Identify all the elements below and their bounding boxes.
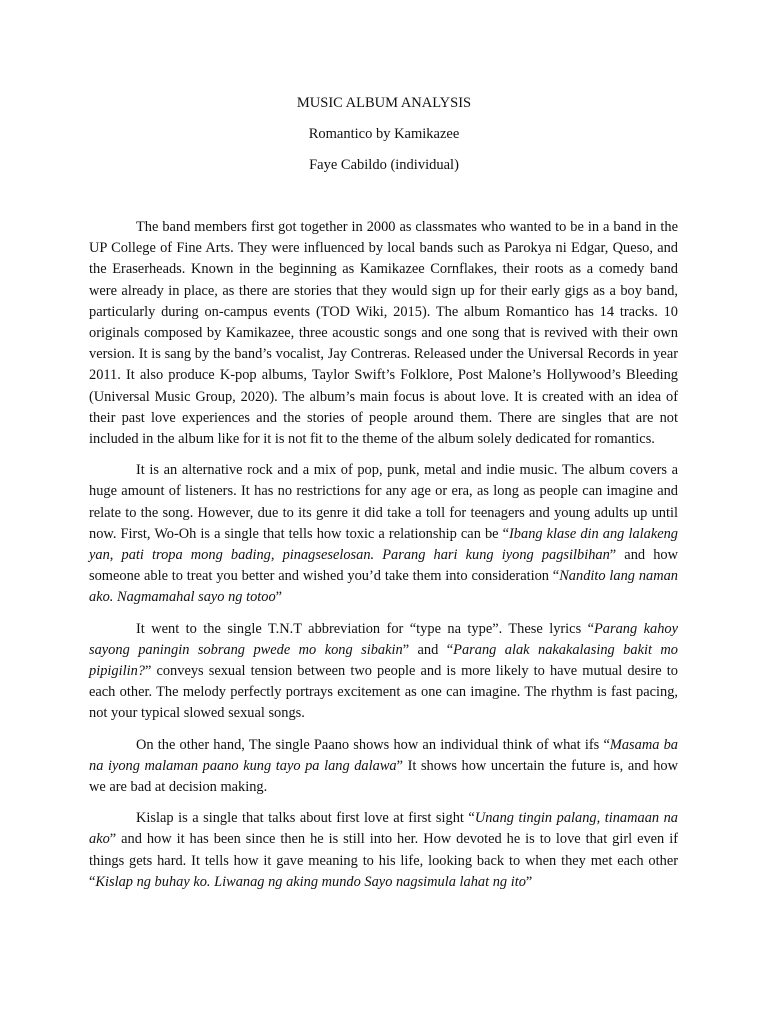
paragraph-text: ” and “ <box>402 641 454 658</box>
paragraph-text: It went to the single T.N.T abbreviation for “type na type”. These lyrics “ <box>136 620 595 637</box>
paragraph-text: ” It shows how uncertain the future is, and how we are bad at decision making. <box>89 757 678 796</box>
paragraph-text: It is an alternative rock and a mix of pop, punk, metal and indie music. The album covers a huge amount of listeners. It has no restrictions for any age or era, as long as people can imagine and relate to the song. However, due to its genre it did take a toll for teenagers and young adults up until now. First, Wo-Oh is a single that tells how toxic a relationship can be “ <box>89 462 678 542</box>
lyric-quote: Ibang klase din ang lalakeng yan, pati tropa mong bading, pinagseselosan. Parang hari kung iyong pagsilbihan <box>89 525 678 564</box>
paragraph-band-history <box>89 217 678 450</box>
document-title: MUSIC ALBUM ANALYSIS <box>296 95 472 111</box>
paragraph-text: ” and how someone able to treat you better and wished you’d take them into consideration “ <box>89 547 678 585</box>
paragraph-genre-wo-oh <box>89 460 678 608</box>
paragraph-text: ” <box>525 873 533 890</box>
paragraph-text: ” <box>275 589 283 606</box>
paragraph-kislap <box>89 808 678 893</box>
document-body <box>89 217 678 903</box>
lyric-quote: Nandito lang naman ako. Nagmamahal sayo ng totoo <box>89 568 678 606</box>
lyric-quote: Unang tingin palang, tinamaan na ako <box>89 810 678 848</box>
paragraph-text: Kislap is a single that talks about first love at first sight “ <box>136 810 475 827</box>
paragraph-paano <box>89 735 678 799</box>
lyric-quote: Kislap ng buhay ko. Liwanag ng aking mundo Sayo nagsimula lahat ng ito <box>95 873 526 890</box>
paragraph-text: On the other hand, The single Paano shows how an individual think of what ifs “ <box>136 736 610 753</box>
paragraph-text: The band members first got together in 2000 as classmates who wanted to be in a band in the UP College of Fine Arts. They were influenced by local bands such as Parokya ni Edgar, Queso, and the Eraserheads. Known in the beginning as Kamikazee Cornflakes, their roots as a comedy band were already in place, as there are stories that they would sign up for their early gigs as a boy band, particularly during on-campus events (TOD Wiki, 2015). The album Romantico has 14 tracks. 10 originals composed by Kamikazee, three acoustic songs and one song that is revived with their own version. It is sang by the band’s vocalist, Jay Contreras. Released under the Universal Records in year 2011. It also produce K-pop albums, Taylor Swift’s Folklore, Post Malone’s Hollywood’s Bleeding (Universal Music Group, 2020). The album’s main focus is about love. It is created with an idea of their past love experiences and the stories of people around them. There are singles that are not included in the album like for it is not fit to the theme of the album solely dedicated for romantics. <box>89 219 678 448</box>
paragraph-tnt <box>89 619 678 725</box>
document-subtitle: Romantico by Kamikazee <box>308 126 460 142</box>
paragraph-text: ” conveys sexual tension between two people and is more likely to have mutual desire to each other. The melody perfectly portrays excitement as one can imagine. The rhythm is fast pacing, not your typical slowed sexual songs. <box>89 663 678 722</box>
lyric-quote: Masama ba na iyong malaman paano kung tayo pa lang dalawa <box>89 736 678 774</box>
paragraph-text: ” and how it has been since then he is still into her. How devoted he is to love that girl even if things gets hard. It tells how it gave meaning to his life, looking back to when they met each other “ <box>89 831 678 890</box>
document-author: Faye Cabildo (individual) <box>309 157 459 173</box>
lyric-quote: Parang kahoy sayong paningin sobrang pwede mo kong sibakin <box>89 620 678 658</box>
lyric-quote: Parang alak nakakalasing bakit mo pipigilin? <box>89 641 678 680</box>
